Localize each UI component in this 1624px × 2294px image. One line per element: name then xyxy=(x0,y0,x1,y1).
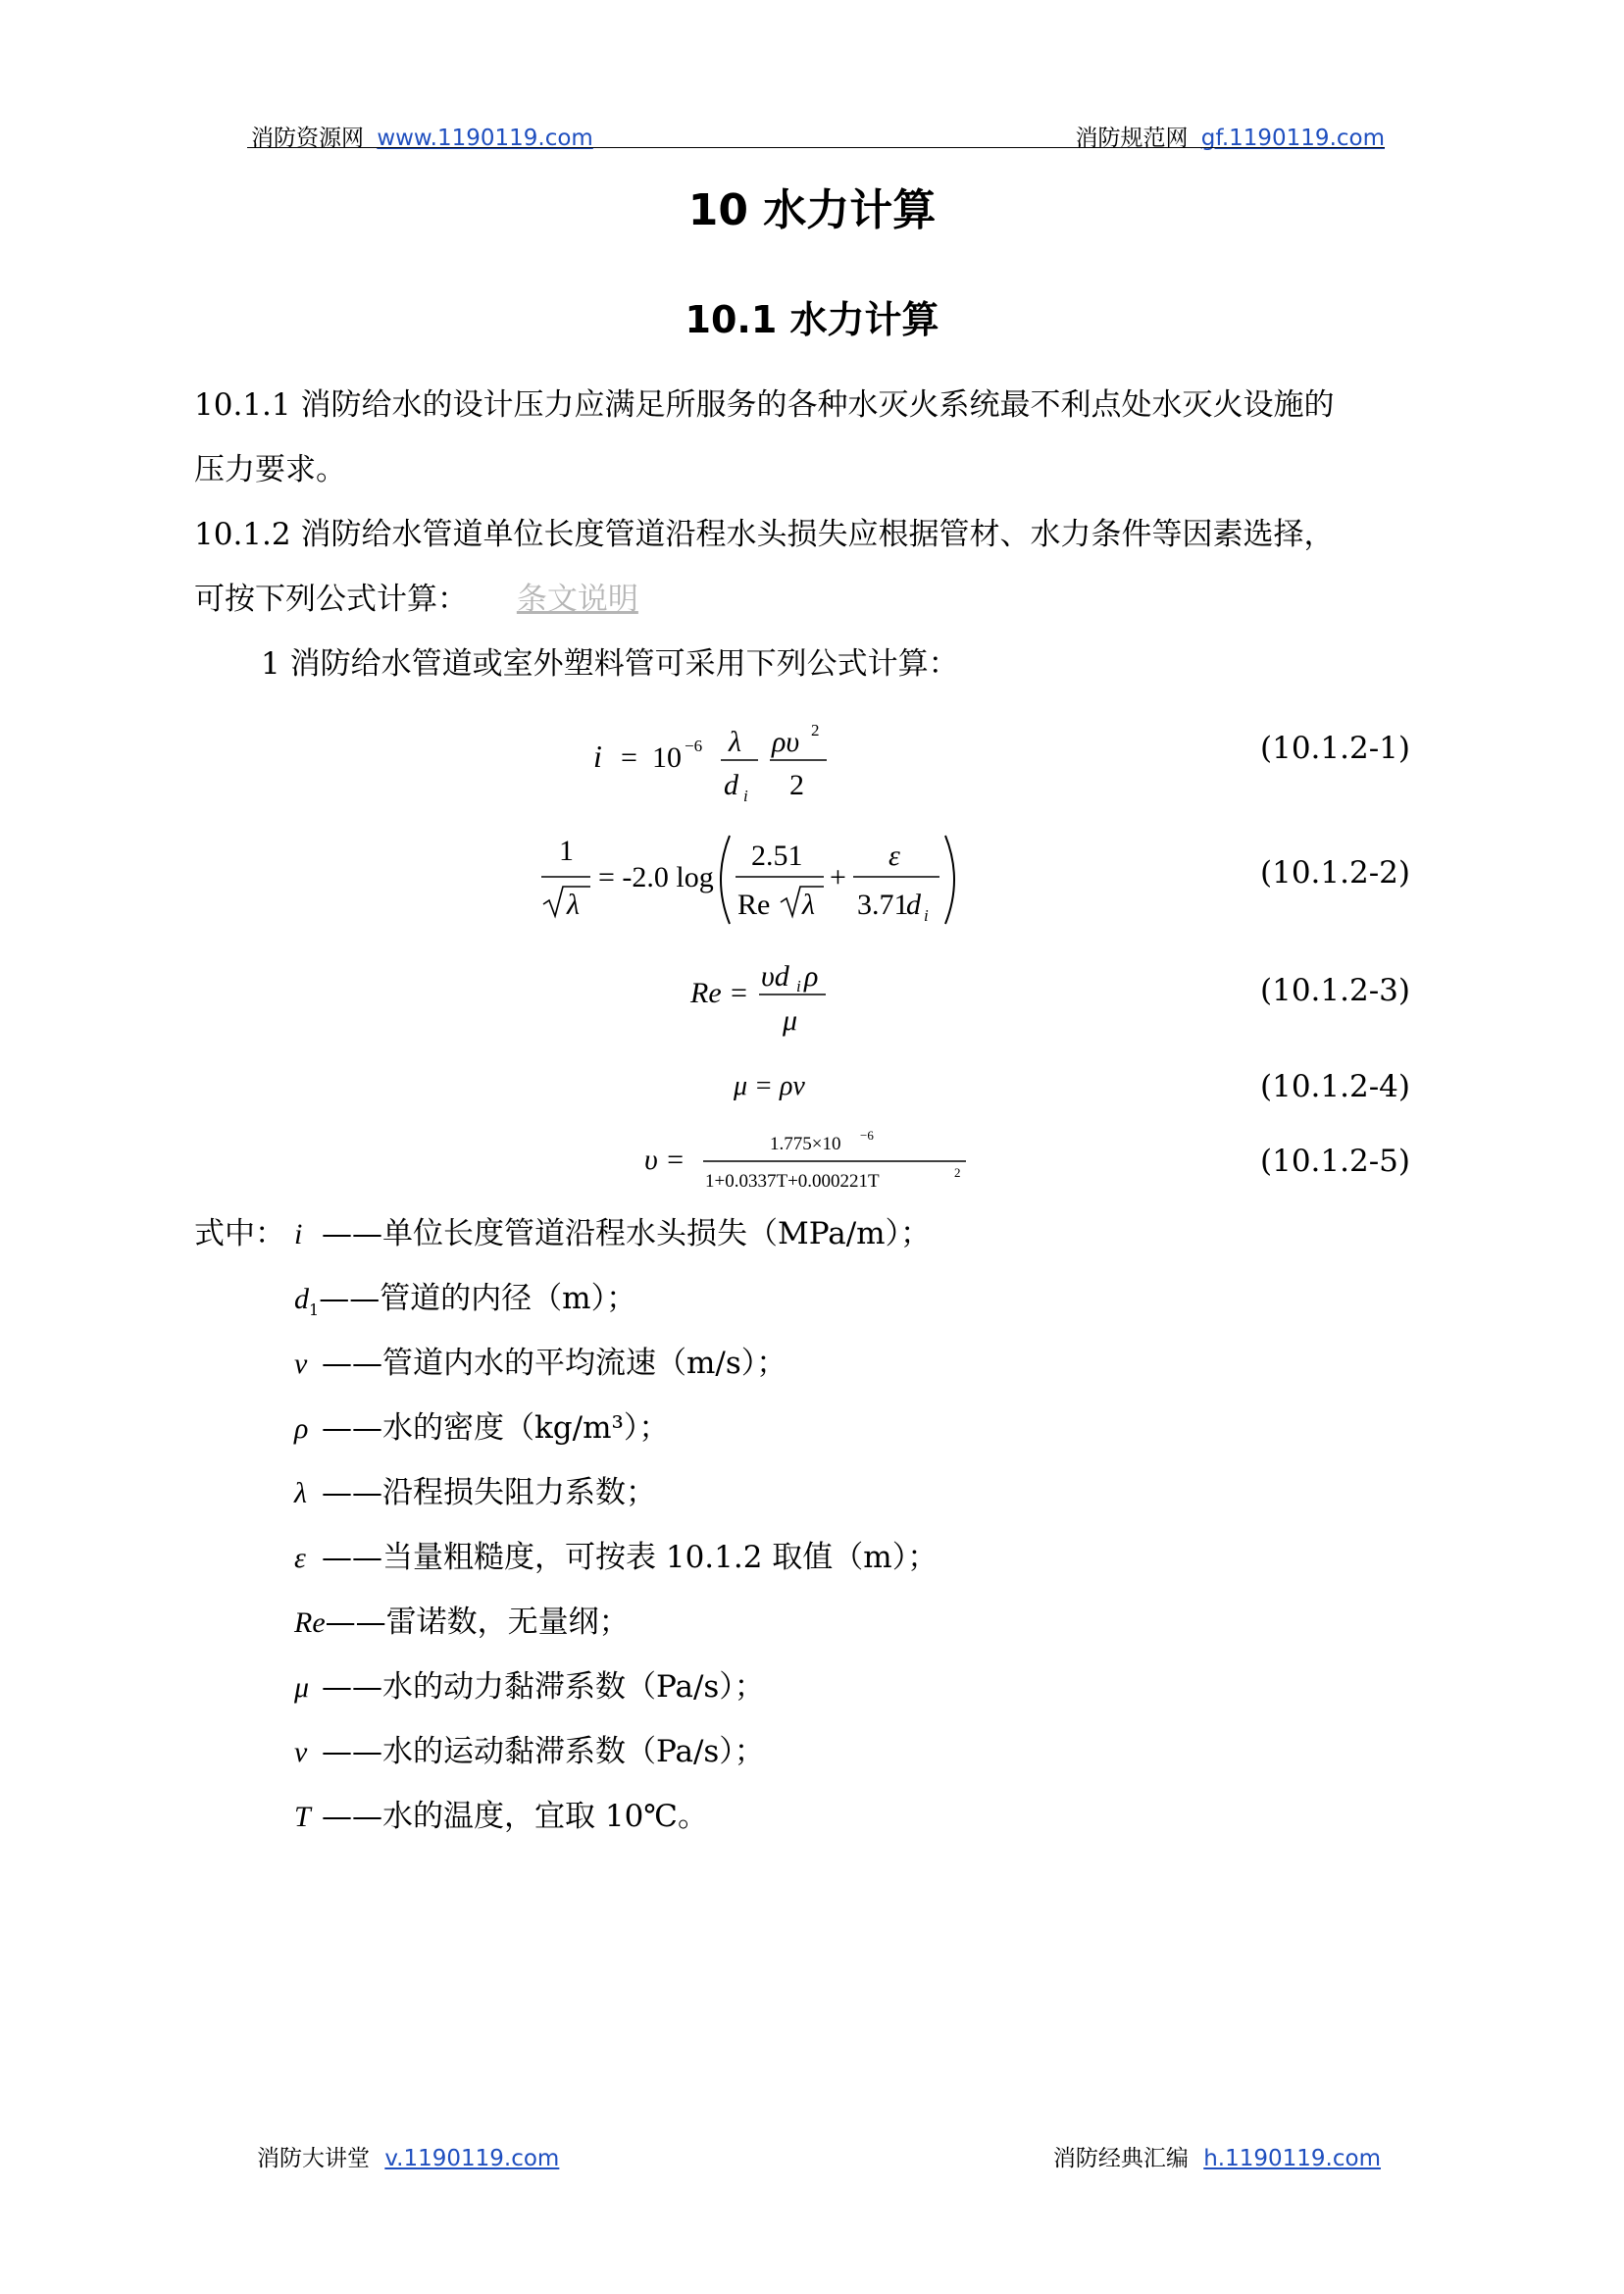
eq3-mu: μ xyxy=(783,1004,798,1037)
eq3-sub: i xyxy=(796,977,801,995)
eq2-epsilon: ε xyxy=(888,840,900,872)
definition-d1 xyxy=(294,1279,636,1330)
clause-10-1-1-line2: 压力要求。 xyxy=(194,452,346,487)
equation-4: μ = ρv xyxy=(734,1071,805,1101)
footer-right-label: 消防经典汇编 xyxy=(1052,2146,1189,2171)
eq5-den-exp: 2 xyxy=(954,1165,961,1180)
def-text: ——当量粗糙度，可按表 10.1.2 取值（m）； xyxy=(322,1540,939,1575)
eq5-numerator: 1.775×10 xyxy=(770,1134,841,1154)
clause-item-1: 1 消防给水管道或室外塑料管可采用下列公式计算： xyxy=(261,646,959,682)
def-text: ——水的温度，宜取 10℃。 xyxy=(322,1799,708,1834)
section-title: 10.1 水力计算 xyxy=(685,298,939,341)
header-right-label: 消防规范网 xyxy=(1075,126,1189,151)
equation-1 xyxy=(584,706,838,804)
def-text: ——沿程损失阻力系数； xyxy=(322,1475,656,1510)
eq2-rhs: = -2.0 log xyxy=(598,861,714,893)
eq1-square: 2 xyxy=(811,721,820,739)
eq2-d-sub: i xyxy=(924,906,929,925)
def-text: ——单位长度管道沿程水头损失（MPa/m）； xyxy=(322,1216,932,1251)
def-text: ——雷诺数，无量纲； xyxy=(325,1605,630,1640)
def-symbol: v xyxy=(294,1736,308,1768)
eq3-numerator: υd xyxy=(761,960,789,993)
definition-epsilon xyxy=(294,1538,938,1578)
eq5-lhs: υ = xyxy=(644,1144,685,1176)
def-text: ——管道内水的平均流速（m/s）； xyxy=(322,1346,787,1381)
definition-rho xyxy=(294,1408,669,1449)
def-text: ——水的动力黏滞系数（Pa/s）； xyxy=(322,1669,765,1705)
eq1-two: 2 xyxy=(789,769,804,801)
clause-10-1-2-line2 xyxy=(194,580,638,619)
def-symbol-sub: 1 xyxy=(309,1300,320,1320)
def-symbol: i xyxy=(294,1218,303,1250)
footer-left-link[interactable]: v.1190119.com xyxy=(384,2146,560,2171)
eq5-label: (10.1.2-5) xyxy=(1260,1144,1410,1179)
eq1-d: d xyxy=(724,769,738,801)
eq2-d: d xyxy=(906,889,921,921)
eq2-re: Re xyxy=(737,889,771,921)
clause-10-1-1-line1: 10.1.1 消防给水的设计压力应满足所服务的各种水灭火系统最不利点处水灭火设施的 xyxy=(194,387,1335,423)
def-symbol: ε xyxy=(294,1542,306,1574)
def-symbol: λ xyxy=(294,1477,307,1509)
definition-re xyxy=(294,1603,630,1643)
def-text: ——水的密度（kg/m³）； xyxy=(322,1410,670,1446)
eq5-num-exp: −6 xyxy=(860,1128,874,1143)
eq3-rho: ρ xyxy=(804,960,819,993)
header-right-link[interactable]: gf.1190119.com xyxy=(1200,126,1385,151)
header-left-label: 消防资源网 xyxy=(251,126,364,151)
definition-mu xyxy=(294,1667,765,1708)
eq2-label: (10.1.2-2) xyxy=(1260,855,1410,891)
def-text: ——管道的内径（m）； xyxy=(319,1281,637,1316)
def-symbol: v xyxy=(294,1348,308,1380)
footer-right-link[interactable]: h.1190119.com xyxy=(1203,2146,1381,2171)
eq4-label: (10.1.2-4) xyxy=(1260,1069,1410,1104)
eq1-ten: 10 xyxy=(652,741,682,774)
definition-i xyxy=(294,1214,931,1254)
eq1-rho-v: ρυ xyxy=(772,726,800,758)
def-symbol: ρ xyxy=(294,1412,309,1445)
eq2-right-paren xyxy=(945,836,954,924)
clause-10-1-2-line1: 10.1.2 消防给水管道单位长度管道沿程水头损失应根据管材、水力条件等因素选择， xyxy=(194,517,1335,552)
explanation-link[interactable]: 条文说明 xyxy=(516,582,638,617)
definition-lambda xyxy=(294,1473,656,1513)
eq2-371: 3.71 xyxy=(857,889,909,921)
eq1-lambda: λ xyxy=(729,726,741,758)
eq1-label: (10.1.2-1) xyxy=(1260,731,1410,766)
eq2-lambda: λ xyxy=(567,889,580,921)
header-left-link[interactable]: www.1190119.com xyxy=(377,126,593,151)
eq2-one: 1 xyxy=(559,835,574,867)
footer-left xyxy=(257,2140,559,2172)
def-symbol: μ xyxy=(294,1671,310,1704)
def-symbol: T xyxy=(294,1801,311,1833)
eq2-left-paren xyxy=(721,836,730,924)
equation-5 xyxy=(642,1126,976,1199)
eq1-exponent: −6 xyxy=(685,737,703,755)
eq2-lambda2: λ xyxy=(802,889,815,921)
definition-v xyxy=(294,1344,787,1384)
eq2-251: 2.51 xyxy=(751,840,803,872)
clause-10-1-2-text: 可按下列公式计算： xyxy=(194,582,468,617)
def-text: ——水的运动黏滞系数（Pa/s）； xyxy=(322,1734,765,1769)
definition-v-kinematic xyxy=(294,1732,765,1772)
eq1-d-sub: i xyxy=(743,787,748,804)
footer-right xyxy=(1053,2140,1381,2172)
eq3-re: Re = xyxy=(690,977,749,1009)
eq3-label: (10.1.2-3) xyxy=(1260,973,1410,1008)
equation-3 xyxy=(686,951,843,1045)
eq2-plus: + xyxy=(830,861,846,893)
def-symbol: d xyxy=(294,1283,309,1315)
definition-t xyxy=(294,1797,708,1837)
header-divider xyxy=(247,147,1385,148)
equation-2 xyxy=(537,826,969,934)
eq1-equals: = xyxy=(621,741,637,774)
chapter-title: 10 水力计算 xyxy=(687,185,937,235)
eq1-i: i xyxy=(593,739,602,774)
footer-left-label: 消防大讲堂 xyxy=(257,2146,370,2171)
def-symbol: Re xyxy=(294,1606,326,1639)
where-label: 式中： xyxy=(194,1216,285,1251)
eq5-denominator: 1+0.0337T+0.000221T xyxy=(705,1171,880,1192)
